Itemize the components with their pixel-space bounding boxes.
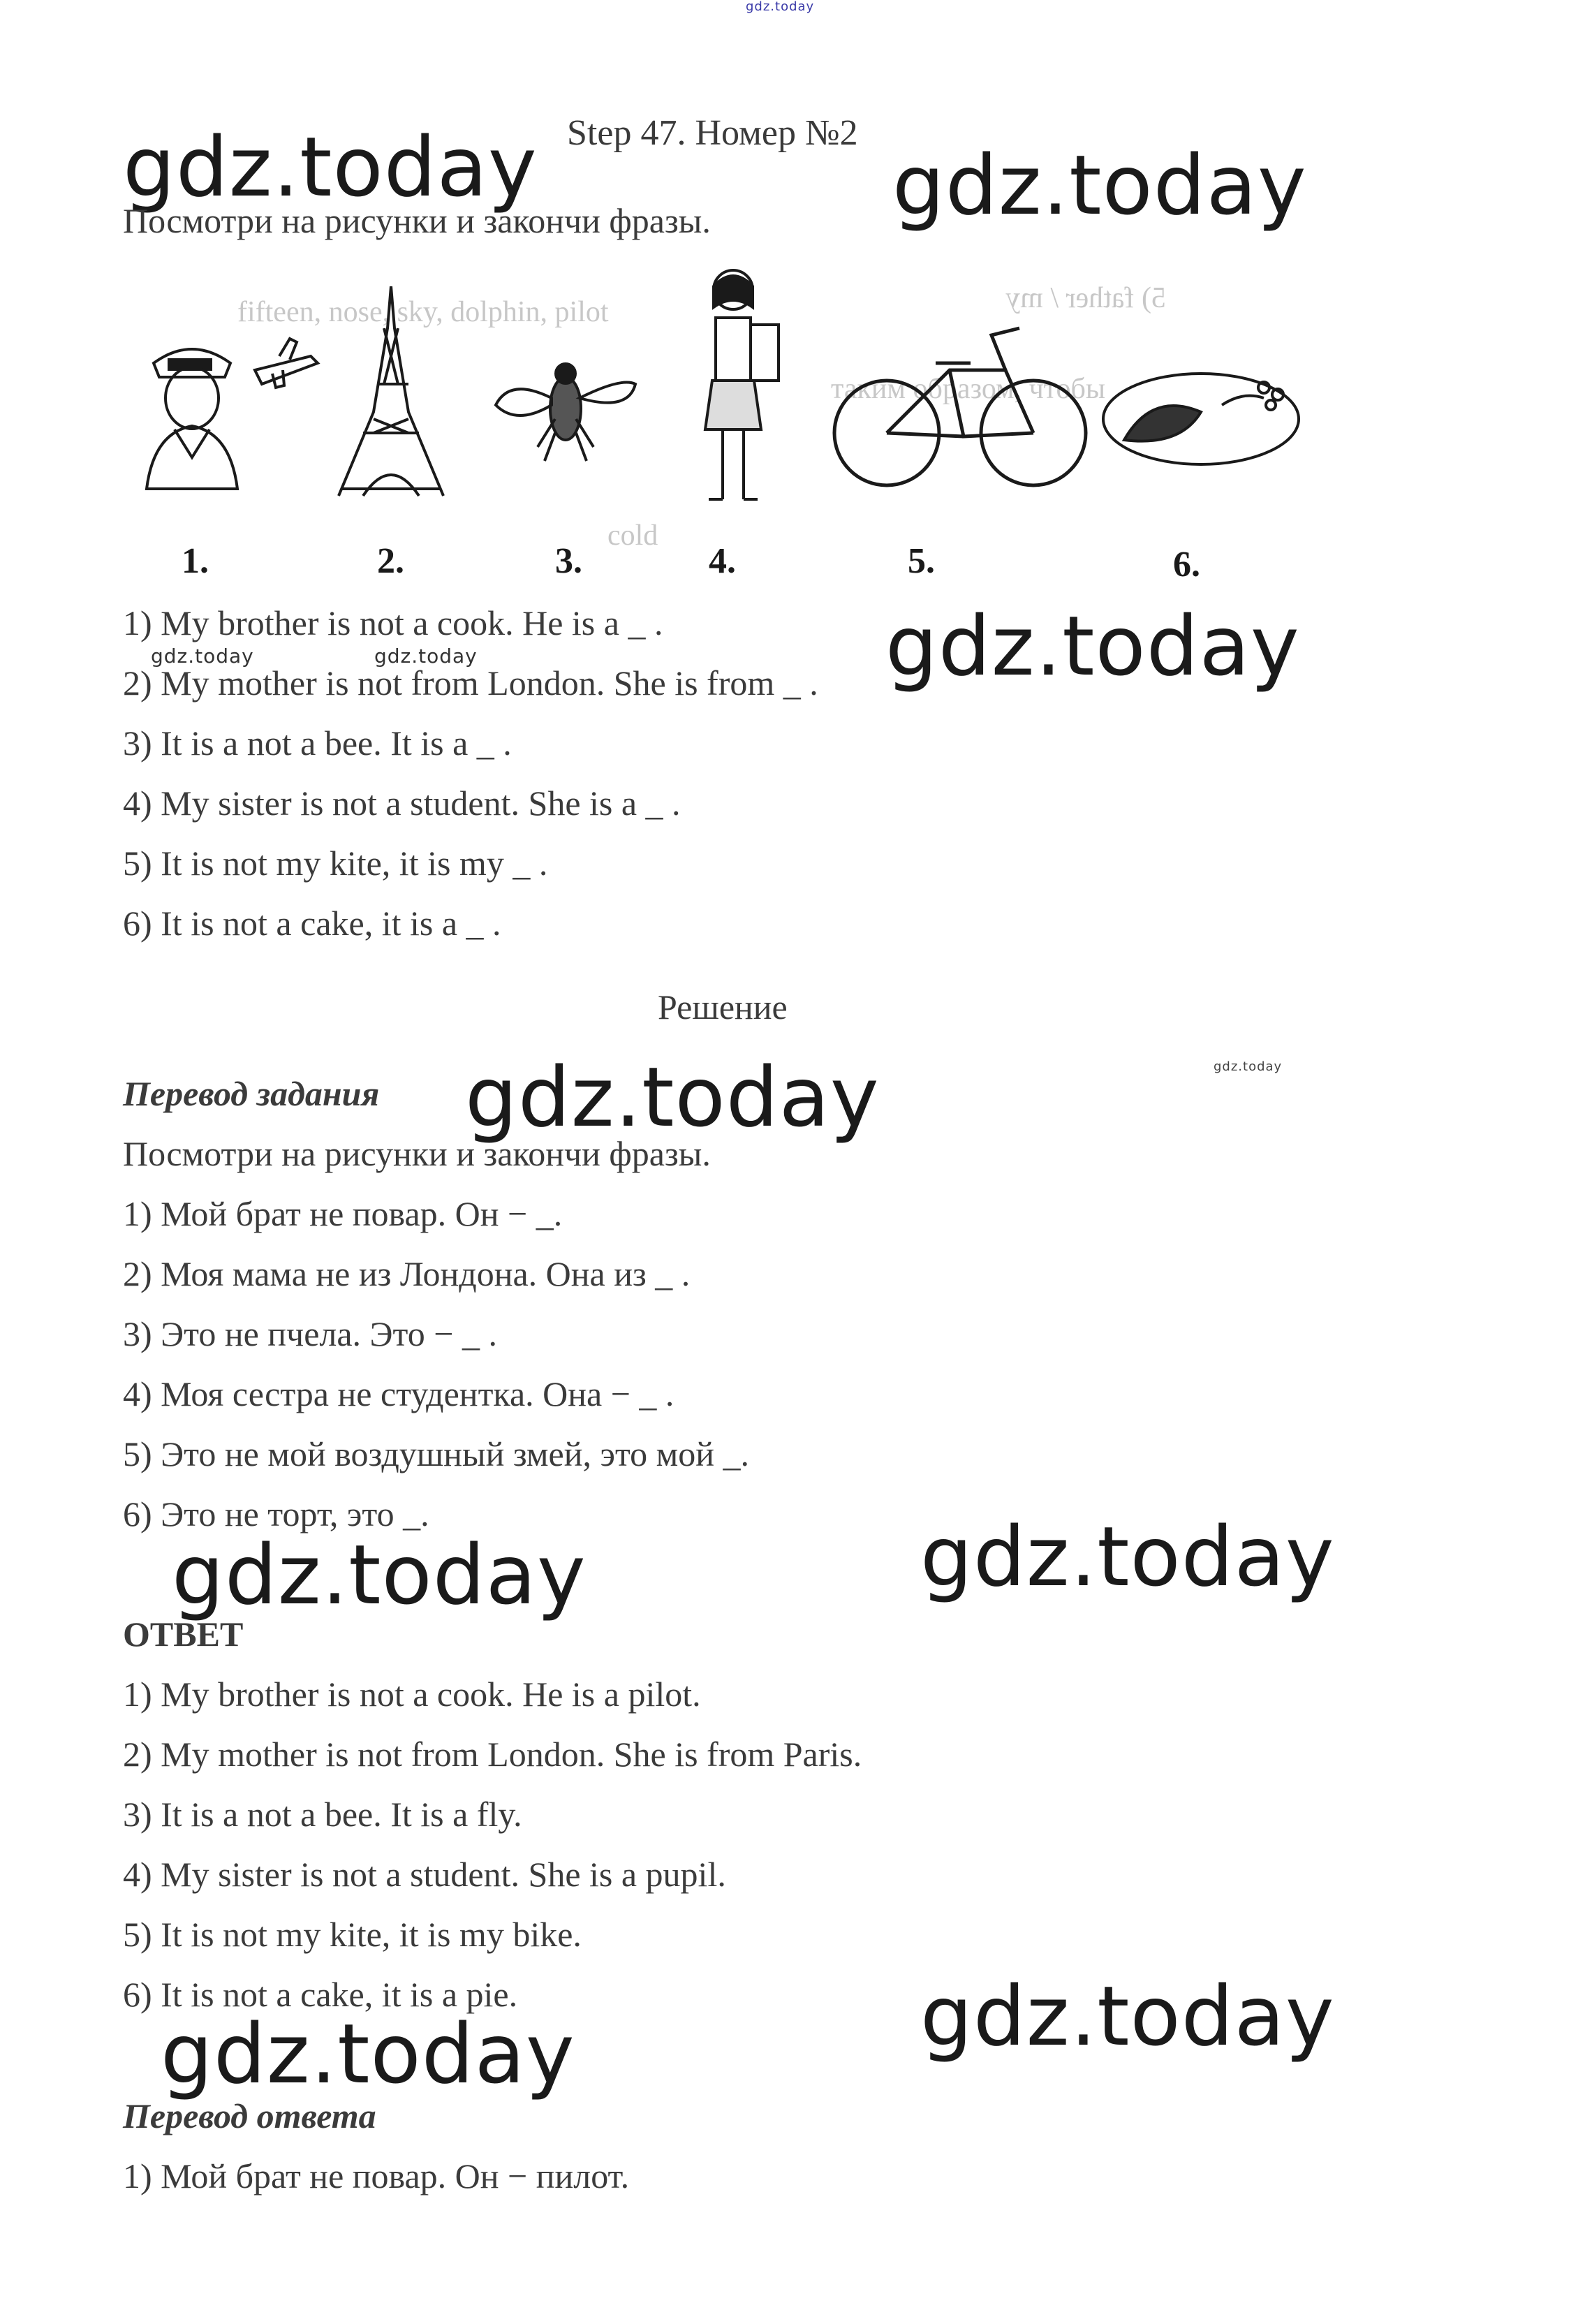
answer-sentence: 2) My mother is not from London. She is from Paris. — [123, 1735, 862, 1774]
watermark: gdz.today — [172, 1527, 587, 1623]
pilot-picture — [147, 339, 318, 489]
picture-number: 1. — [182, 541, 209, 581]
watermark: gdz.today — [123, 119, 538, 215]
watermark: gdz.today — [151, 645, 254, 668]
svg-text:fifteen, nose, sky, dolphin, p: fifteen, nose, sky, dolphin, pilot — [237, 296, 609, 328]
translation-sentence: 6) Это не торт, это _. — [123, 1494, 429, 1534]
schoolgirl-picture — [705, 270, 779, 499]
svg-text:таким образом, чтобы: таким образом, чтобы — [831, 373, 1106, 405]
task-sentence: 3) It is a not a bee. It is a _ . — [123, 723, 512, 763]
task-illustrations — [133, 258, 1306, 587]
answer-sentence: 4) My sister is not a student. She is a pupil. — [123, 1855, 726, 1894]
translation-heading: Перевод задания — [123, 1074, 380, 1113]
task-instruction: Посмотри на рисунки и закончи фразы. — [123, 201, 711, 240]
answer-sentence: 1) My brother is not a cook. He is a pilot. — [123, 1675, 701, 1714]
solution-title: Решение — [658, 987, 788, 1027]
translation-sentence: 5) Это не мой воздушный змей, это мой _. — [123, 1434, 750, 1473]
watermark: gdz.today — [161, 2006, 575, 2102]
watermark: gdz.today — [374, 645, 478, 668]
task-sentence: 4) My sister is not a student. She is a _ . — [123, 784, 681, 823]
watermark: gdz.today — [892, 137, 1307, 233]
picture-number: 3. — [555, 541, 582, 581]
task-sentence: 5) It is not my kite, it is my _ . — [123, 844, 548, 883]
translation-instruction: Посмотри на рисунки и закончи фразы. — [123, 1134, 711, 1173]
task-sentence: 6) It is not a cake, it is a _ . — [123, 904, 501, 943]
translation-sentence: 3) Это не пчела. Это − _ . — [123, 1314, 497, 1353]
illustration-svg — [133, 258, 1306, 587]
answer-sentence: 5) It is not my kite, it is my bike. — [123, 1915, 582, 1954]
answer-heading: ОТВЕТ — [123, 1615, 244, 1654]
watermark: gdz.today — [885, 598, 1300, 694]
watermark: gdz.today — [920, 1508, 1335, 1605]
svg-text:5) father / my: 5) father / my — [1005, 282, 1166, 314]
fly-picture — [496, 364, 635, 461]
task-sentence: 2) My mother is not from London. She is from _ . — [123, 663, 818, 703]
watermark: gdz.today — [1214, 1059, 1283, 1074]
answer-translation-heading: Перевод ответа — [123, 2096, 376, 2135]
answer-sentence: 6) It is not a cake, it is a pie. — [123, 1975, 518, 2014]
translation-sentence: 4) Моя сестра не студентка. Она − _ . — [123, 1374, 674, 1413]
picture-number: 6. — [1173, 545, 1200, 584]
pie-picture — [1103, 374, 1299, 464]
translation-sentence: 1) Мой брат не повар. Он − _. — [123, 1194, 563, 1233]
answer-translation-sentence: 1) Мой брат не повар. Он − пилот. — [123, 2156, 630, 2196]
task-sentence: 1) My brother is not a cook. He is a _ . — [123, 603, 663, 642]
bicycle-picture — [834, 328, 1086, 485]
translation-sentence: 2) Моя мама не из Лондона. Она из _ . — [123, 1254, 691, 1293]
answer-sentence: 3) It is a not a bee. It is a fly. — [123, 1795, 522, 1834]
picture-number: 2. — [377, 541, 404, 581]
picture-number: 5. — [908, 541, 935, 581]
page-title: Step 47. Номер №2 — [567, 113, 858, 153]
picture-number: 4. — [709, 541, 736, 581]
watermark: gdz.today — [465, 1049, 880, 1145]
svg-text:cold: cold — [607, 520, 658, 552]
watermark-top: gdz.today — [746, 0, 815, 14]
watermark: gdz.today — [920, 1968, 1335, 2064]
